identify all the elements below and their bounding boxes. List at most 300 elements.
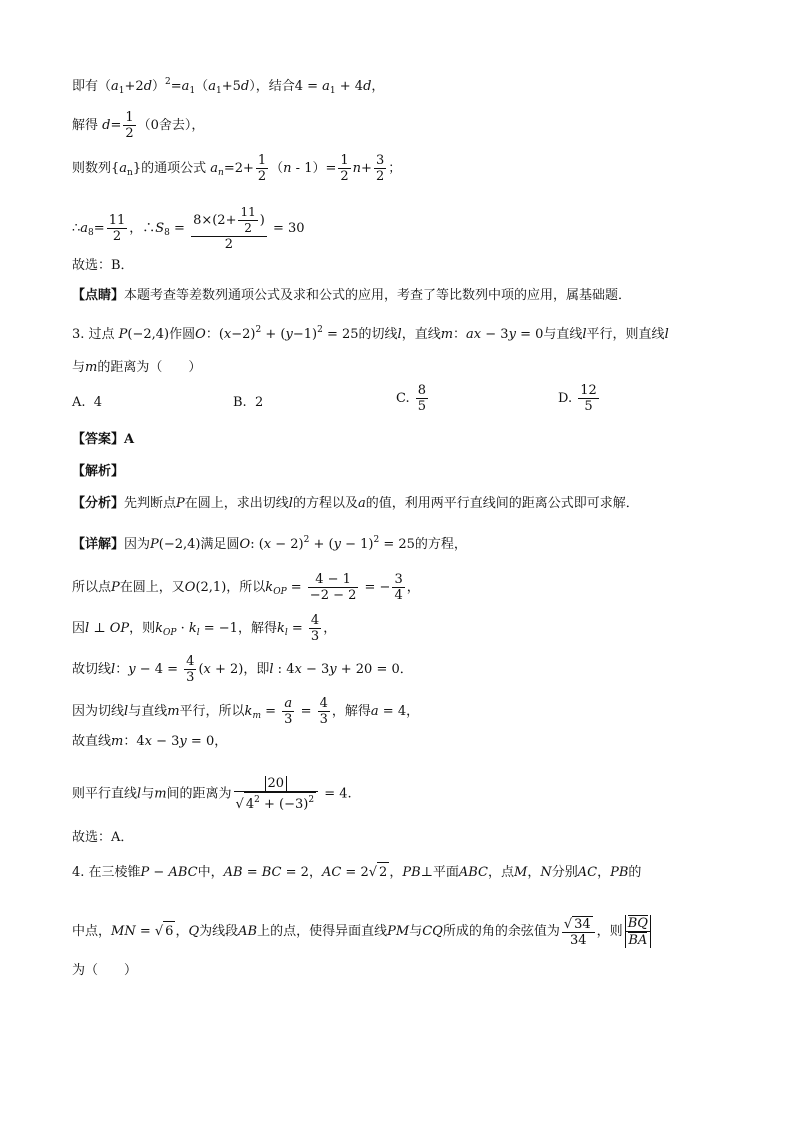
denominator: 5 [417, 399, 427, 414]
numerator: 8 [417, 383, 427, 398]
text: +5 [221, 79, 241, 94]
text: 本题考查等差数列通项公式及求和公式的应用，考查了等比数列中项的应用，属基础题． [124, 288, 632, 303]
text: 平行，则直线 [586, 327, 665, 342]
text: = [93, 221, 105, 236]
text: ，解得 [331, 704, 371, 719]
fraction [107, 213, 128, 244]
text: + 2) [210, 662, 244, 677]
question-4 [72, 862, 641, 883]
fraction [578, 383, 599, 414]
text: −1) [292, 327, 318, 342]
fraction [256, 153, 268, 184]
fraction [338, 153, 350, 184]
text: ： [453, 327, 467, 342]
tag: 【点睛】 [72, 288, 125, 303]
text: }的通项公式 [132, 161, 211, 176]
text: = 25 [379, 537, 415, 552]
tag: 【详解】 [72, 537, 125, 552]
text: 的值，利用两平行直线间的距离公式即可求解． [365, 496, 639, 511]
text: 满足圆 [200, 537, 240, 552]
inner-fraction [238, 205, 257, 236]
sqrt-body: 34 [574, 916, 591, 932]
text: ⊥平面 [420, 865, 459, 880]
text: (−2,4) [158, 537, 201, 552]
var: P [176, 496, 185, 511]
denominator: −2 − 2 [309, 588, 357, 603]
question-4-cont [72, 915, 653, 948]
text: 3. 过点 [72, 327, 119, 342]
var: d [363, 79, 372, 94]
var: l [124, 704, 129, 719]
text: − 4 = [135, 662, 183, 677]
text: = 0与直线 [515, 327, 583, 342]
text: ， [389, 865, 403, 880]
text: 平行，所以 [179, 704, 245, 719]
text: = 4 [378, 704, 407, 719]
var: l [111, 662, 116, 677]
text: ，∴ [129, 221, 156, 236]
text: ， [308, 865, 322, 880]
var: a [210, 161, 219, 176]
text: ， [597, 865, 611, 880]
vector: BA [628, 933, 648, 948]
denominator: 5 [584, 399, 593, 414]
fraction [308, 572, 359, 603]
var: m [85, 360, 98, 375]
text: ，所以 [226, 580, 266, 595]
text: ， [214, 734, 228, 749]
var: k [155, 621, 163, 636]
var: y [285, 327, 293, 342]
var: y [329, 662, 337, 677]
var: m [167, 704, 180, 719]
var: BC [261, 865, 282, 880]
fraction [309, 613, 321, 644]
var: l [288, 496, 293, 511]
step-5 [72, 732, 227, 752]
text: 在圆上，又 [119, 580, 185, 595]
numerator: 3 [375, 153, 385, 168]
option-d [558, 383, 601, 414]
text: 因为切线 [72, 704, 125, 719]
step-4 [72, 696, 419, 727]
line-5 [72, 256, 134, 276]
text: 为线段 [199, 924, 239, 939]
step-2 [72, 613, 336, 644]
var: O [195, 327, 206, 342]
analysis-header: 【解析】 [72, 464, 125, 479]
sqrt-body [244, 792, 316, 812]
var: l [397, 327, 402, 342]
sub: OP [273, 587, 287, 597]
var: m [154, 786, 167, 802]
var: k [244, 704, 253, 719]
text: ： [123, 734, 137, 749]
denominator: 3 [284, 712, 293, 727]
text: 解得 [72, 118, 103, 133]
text: − 2) [271, 537, 304, 552]
text: +2 [124, 79, 144, 94]
tag: 【分析】 [72, 496, 125, 511]
var: n [352, 161, 362, 176]
var: N [540, 865, 552, 880]
text: 的方程以及 [292, 496, 358, 511]
text: ， [323, 621, 337, 636]
denominator: 2 [224, 237, 234, 252]
text: ∴ [72, 221, 81, 236]
var: l [269, 662, 274, 677]
fraction [318, 696, 330, 727]
denominator [234, 792, 319, 812]
text: − 3 [481, 327, 509, 342]
numerator: 1 [125, 110, 134, 125]
var: k [276, 621, 285, 636]
line-2 [72, 110, 204, 141]
text: = 4 [320, 786, 348, 802]
denominator: 3 [310, 629, 320, 644]
var: y [179, 734, 187, 749]
numerator [626, 915, 650, 932]
line-4 [72, 205, 305, 252]
var: a [208, 79, 216, 94]
option-label: D. [558, 391, 573, 406]
text: + ( [309, 537, 334, 552]
text: （0舍去）， [137, 118, 205, 133]
text: ，点 [488, 865, 515, 880]
sub: 1 [189, 86, 196, 96]
answer: 【答案】A [72, 432, 135, 447]
sub: 8 [164, 228, 170, 238]
text: = [287, 621, 307, 636]
option-value: 4 [93, 395, 103, 410]
denominator: 2 [244, 221, 252, 235]
denominator: 3 [319, 712, 328, 727]
sup: 2 [317, 325, 323, 335]
sub: 8 [88, 228, 94, 238]
sub: n [127, 168, 133, 178]
text: = [242, 865, 262, 880]
text: = [170, 79, 182, 94]
var: MN [111, 924, 136, 939]
text: − 1) [340, 537, 374, 552]
text: 中， [197, 865, 224, 880]
numerator: 4 [186, 654, 195, 669]
text: 上的点，使得异面直线 [257, 924, 388, 939]
text: ， [371, 79, 385, 94]
text: =2+ [223, 161, 254, 176]
var: k [188, 621, 197, 636]
fraction [234, 776, 319, 812]
text: 所以点 [72, 580, 112, 595]
var: a [119, 161, 128, 176]
var: a [111, 79, 119, 94]
text: 故切线 [72, 662, 112, 677]
var: x [203, 662, 211, 677]
text: = 2 [341, 865, 369, 880]
sup: 2 [254, 795, 260, 805]
var: x [294, 662, 302, 677]
text: ），结合 [249, 79, 295, 94]
text: 因为 [124, 537, 151, 552]
var: OP [109, 621, 130, 636]
sup: 2 [373, 535, 380, 545]
sub: 1 [118, 86, 125, 96]
sub: OP [163, 628, 177, 638]
text: · [176, 621, 189, 636]
denominator: 2 [375, 169, 385, 184]
numerator [234, 776, 319, 792]
question-4-end: 为（ ） [72, 963, 138, 978]
text: 则平行直线 [72, 786, 138, 802]
sup: 2 [308, 795, 315, 805]
text: = [286, 580, 306, 595]
line-6 [72, 286, 631, 306]
text: ， [175, 924, 189, 939]
text: （ [270, 161, 284, 176]
var: m [111, 734, 124, 749]
text: ，则 [129, 621, 156, 636]
text: = [260, 704, 281, 719]
text: 8×(2+ [193, 213, 237, 228]
text: = 2 [281, 865, 309, 880]
text: 的 [628, 865, 642, 880]
numerator: 4 [319, 696, 328, 711]
denominator: 34 [569, 932, 587, 948]
sub: 1 [215, 86, 222, 96]
text: ) [259, 213, 265, 228]
text: 的方程， [414, 537, 467, 552]
text: 先判断点 [124, 496, 177, 511]
text: 与 [72, 360, 86, 375]
fraction [416, 383, 428, 414]
denominator: 3 [186, 670, 195, 685]
step-6 [72, 776, 352, 812]
var: P [150, 537, 159, 552]
sqrt-sign: √ [154, 924, 164, 939]
text: ⊥ [89, 621, 110, 636]
sub: l [284, 628, 288, 638]
var: n [283, 161, 292, 176]
ratio-fraction [625, 915, 651, 948]
text: + 4 [335, 79, 364, 94]
var: x [223, 327, 232, 342]
text: − 3 [151, 734, 180, 749]
numerator [562, 916, 595, 933]
text: 的距离为（ ） [97, 360, 202, 375]
numerator: 3 [394, 572, 403, 587]
var: y [508, 327, 516, 342]
text: 则数列{ [72, 161, 120, 176]
analysis-line [72, 494, 639, 514]
var: a [357, 496, 366, 511]
text: = [135, 924, 155, 939]
text: 4 = [294, 79, 323, 94]
text: ，直线 [401, 327, 441, 342]
question-3 [72, 320, 669, 345]
line-1 [72, 72, 384, 101]
text: (2,1) [195, 580, 227, 595]
numerator: a [282, 696, 294, 712]
var: ax [466, 327, 482, 342]
sub: m [252, 711, 261, 721]
option-label: B. [233, 395, 247, 410]
text: . [347, 786, 352, 802]
text: 即有（ [72, 79, 112, 94]
var: a [181, 79, 190, 94]
sqrt-body: 6 [163, 921, 175, 942]
numerator: 4 − 1 [308, 572, 359, 588]
detail-line [72, 530, 467, 555]
text: ：( [205, 327, 224, 342]
var: a [322, 79, 330, 94]
option-a [72, 395, 102, 410]
text: ， [406, 704, 420, 719]
sup: 2 [303, 535, 310, 545]
var: l [664, 327, 669, 342]
var: CQ [422, 924, 443, 939]
sqrt-sign: √ [368, 865, 378, 880]
fraction [374, 153, 386, 184]
text: = −1 [199, 621, 238, 636]
option-label: C. [396, 391, 410, 406]
line-3 [72, 153, 401, 184]
option-b [233, 395, 263, 410]
text: = 30 [268, 221, 305, 236]
text: + (−3) [259, 797, 309, 812]
text: ． [399, 662, 413, 677]
absolute-value: 20 [265, 776, 288, 791]
step-7: 故选：A． [72, 830, 134, 845]
var: P [111, 580, 120, 595]
var: ABC [458, 865, 489, 880]
text: − [149, 865, 169, 880]
var: x [263, 537, 272, 552]
text: : ( [250, 537, 264, 552]
var: S [155, 221, 165, 236]
text: 故选：B． [72, 258, 134, 273]
var: a [370, 704, 379, 719]
text: 4 [245, 797, 255, 812]
numerator: 11 [108, 213, 126, 228]
var: l [582, 327, 587, 342]
var: P [140, 865, 150, 880]
sub: l [196, 628, 200, 638]
var: a [80, 221, 89, 236]
text: = 0 [186, 734, 215, 749]
numerator: 1 [340, 153, 349, 168]
var: l [85, 621, 90, 636]
sqrt-sign: √ [563, 916, 573, 932]
sqrt-body: 2 [377, 862, 389, 883]
text: 与 [141, 786, 155, 802]
fraction [184, 654, 196, 685]
numerator [191, 205, 267, 237]
sup: 2 [255, 325, 262, 335]
text: + 20 = 0 [336, 662, 400, 677]
text: (−2,4) [127, 327, 170, 342]
text: = [169, 221, 190, 236]
var: AC [321, 865, 342, 880]
text: ，即 [243, 662, 270, 677]
text: 中点， [72, 924, 112, 939]
numerator: 1 [257, 153, 267, 168]
step-3 [72, 654, 413, 685]
text: ， [527, 865, 541, 880]
var: PB [402, 865, 421, 880]
var: M [514, 865, 528, 880]
sqrt-sign: √ [235, 797, 244, 812]
text: 所成的角的余弦值为 [442, 924, 560, 939]
var: k [265, 580, 274, 595]
text: - 1）= [291, 161, 337, 176]
text: + ( [261, 327, 286, 342]
numerator: 12 [580, 383, 597, 398]
var: d [102, 118, 111, 133]
var: d [240, 79, 250, 94]
var: y [128, 662, 136, 677]
text: 与直线 [128, 704, 168, 719]
var: y [333, 537, 341, 552]
var: x [144, 734, 152, 749]
text: + [361, 161, 372, 176]
var: AB [223, 865, 243, 880]
var: ABC [168, 865, 198, 880]
var: Q [188, 924, 200, 939]
sub: n [218, 168, 224, 178]
text: 与 [409, 924, 423, 939]
text: 因 [72, 621, 86, 636]
text: 分别 [551, 865, 578, 880]
text: ， [406, 580, 420, 595]
sub: 1 [329, 86, 336, 96]
text: ，则 [596, 924, 623, 939]
text: = [296, 704, 316, 719]
text: : 4 [273, 662, 295, 677]
text: −2) [231, 327, 256, 342]
fraction [562, 916, 595, 948]
var: P [118, 327, 128, 342]
denominator: 2 [257, 169, 267, 184]
denominator: 2 [112, 229, 122, 244]
var: AB [238, 924, 258, 939]
denominator: 2 [340, 169, 349, 184]
text: （ [195, 79, 209, 94]
text: 在圆上，求出切线 [184, 496, 289, 511]
text: = [110, 118, 122, 133]
text: ，解得 [237, 621, 277, 636]
text: 故直线 [72, 734, 112, 749]
text: ； [388, 161, 402, 176]
text: = − [360, 580, 391, 595]
option-c [396, 383, 430, 414]
var: l [137, 786, 142, 802]
option-value: 2 [254, 395, 264, 410]
fraction [123, 110, 135, 141]
text: 作圆 [169, 327, 196, 342]
text: 4. 在三棱锥 [72, 865, 141, 880]
denominator [626, 932, 650, 948]
text: 间的距离为 [166, 786, 232, 802]
denominator: 2 [125, 126, 134, 141]
var: O [184, 580, 196, 595]
vector: BQ [627, 916, 648, 931]
text: ） [152, 79, 166, 94]
fraction [282, 696, 294, 727]
numerator: 4 [310, 613, 320, 628]
option-label: A. [72, 395, 86, 410]
sup: 2 [165, 77, 171, 87]
question-3-cont [72, 358, 201, 378]
